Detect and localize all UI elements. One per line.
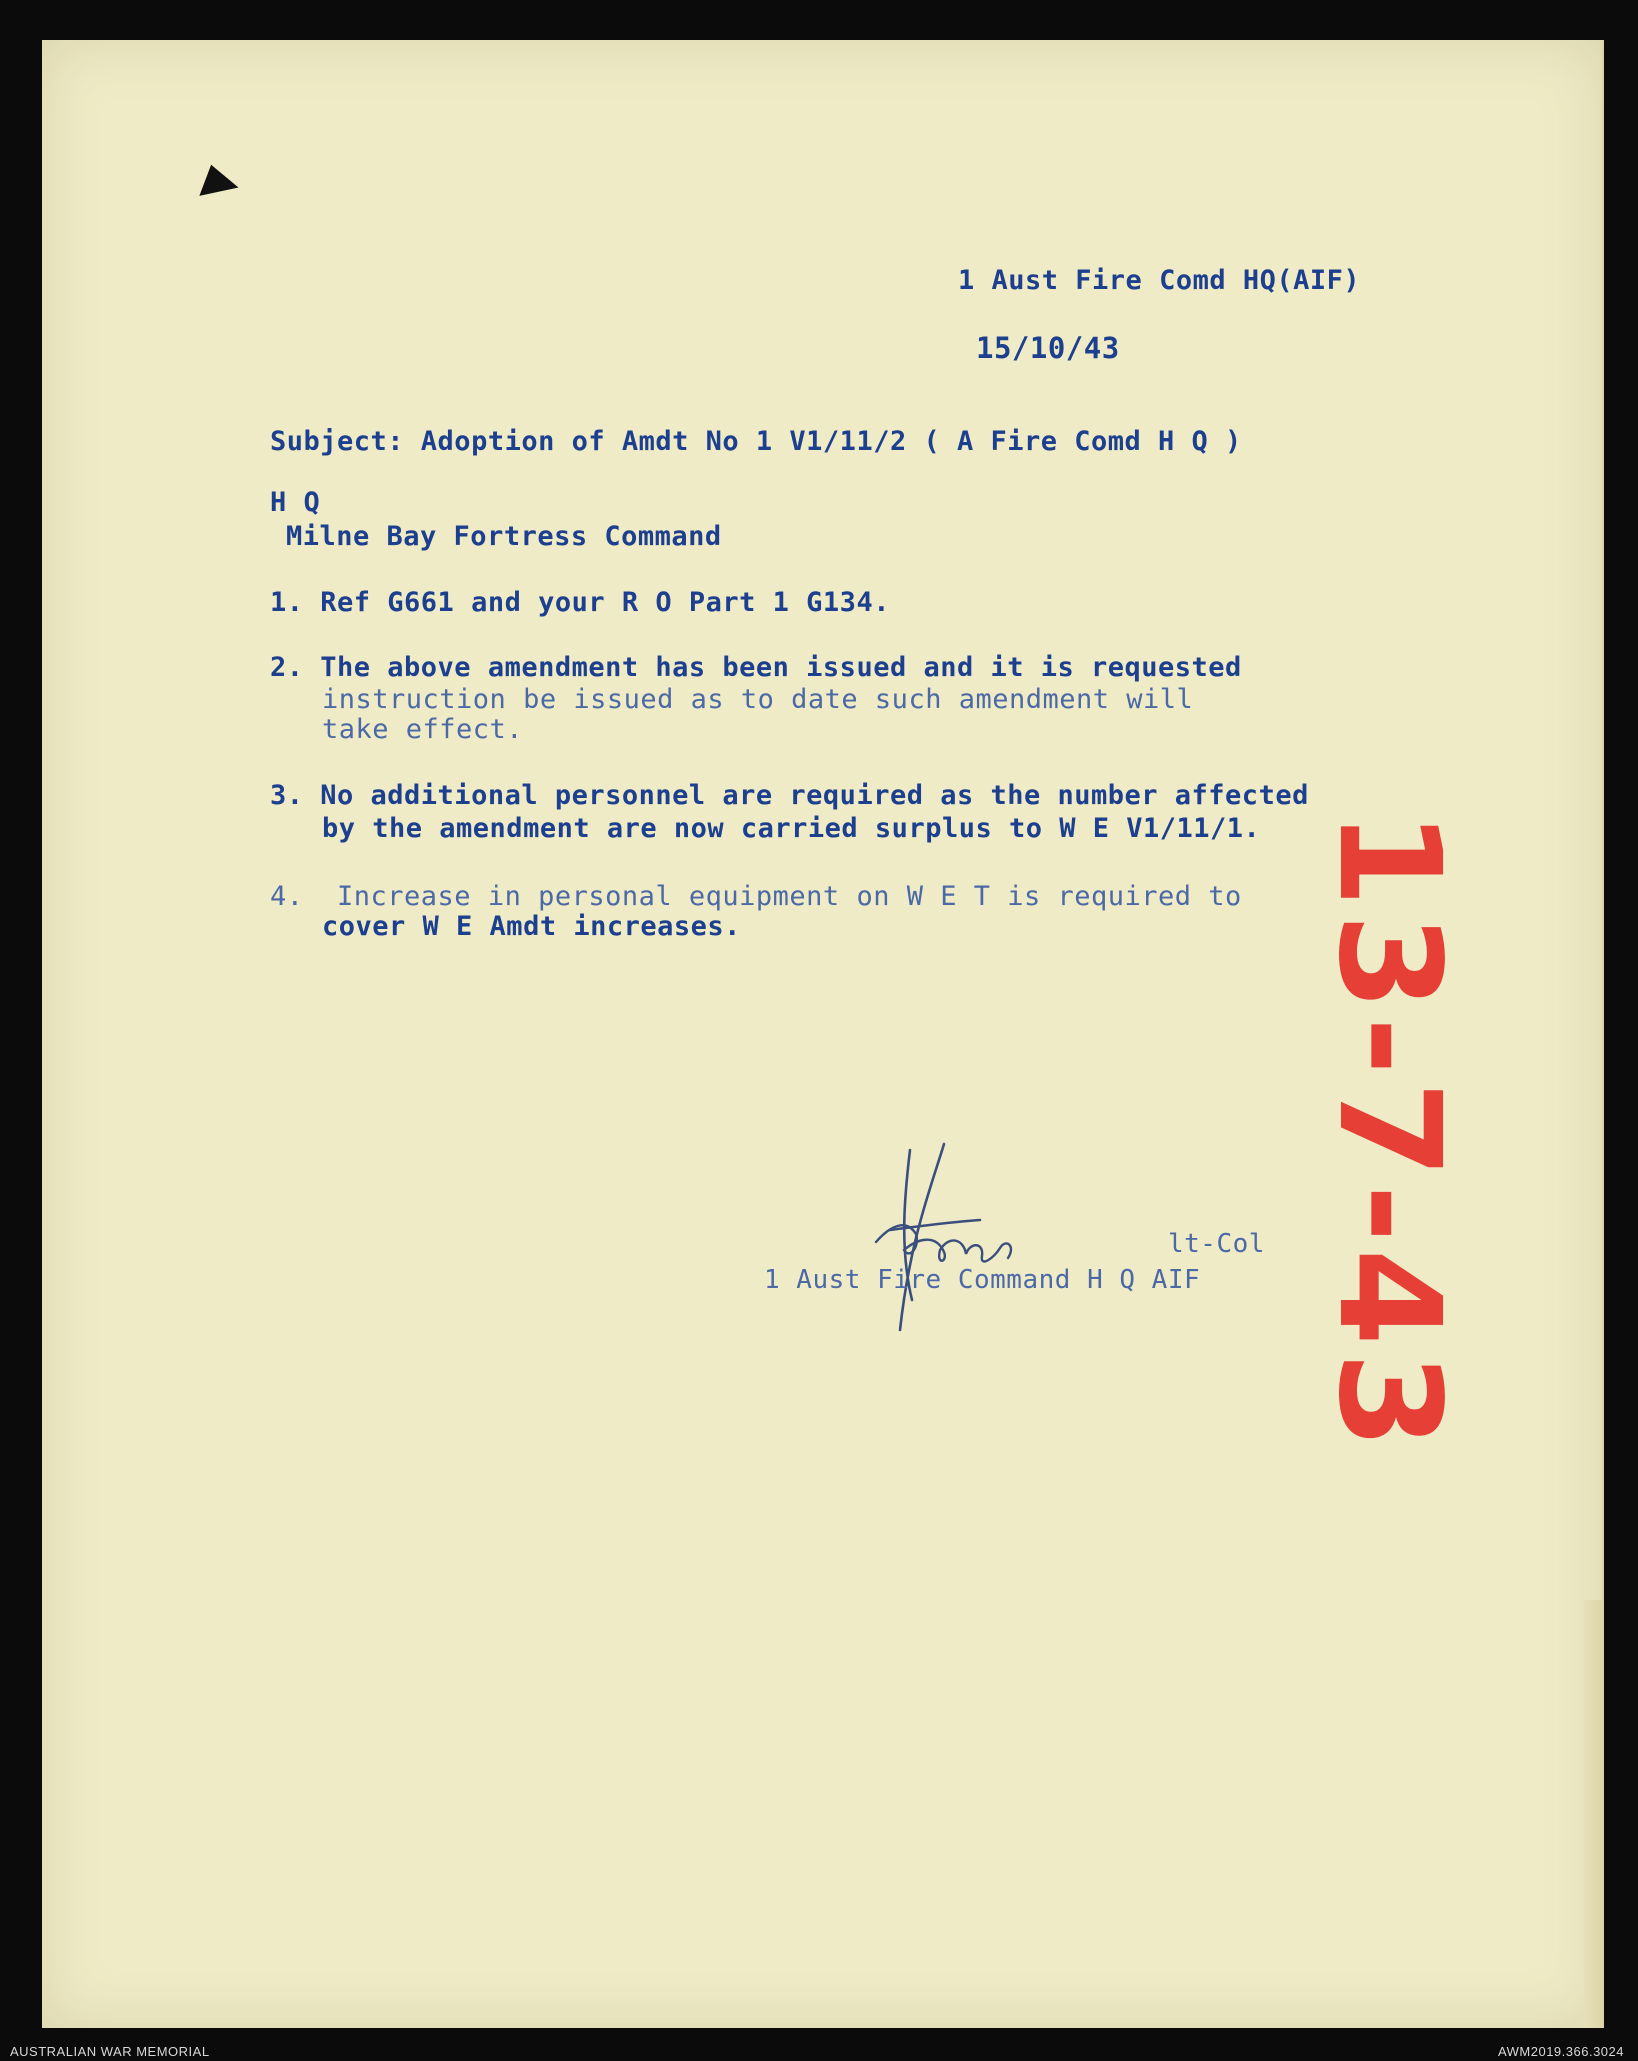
subject-line: Subject: Adoption of Amdt No 1 V1/11/2 ( A Fire Comd H Q ) <box>270 426 1242 457</box>
paragraph-4-line-2: cover W E Amdt increases. <box>322 911 741 942</box>
paragraph-2-line-2: instruction be issued as to date such amendment will <box>322 684 1194 715</box>
paragraph-3-line-1: 3. No additional personnel are required as the number affected <box>270 780 1309 811</box>
red-handwritten-date: 13-7-43 <box>1307 810 1470 1456</box>
addressee-line-2: Milne Bay Fortress Command <box>286 521 722 552</box>
handwritten-signature <box>840 1130 1060 1350</box>
paragraph-2-line-3: take effect. <box>322 714 524 745</box>
footer-bar <box>0 2040 1638 2061</box>
addressee-line-1: H Q <box>270 487 321 518</box>
signature-rank: lt-Col <box>1168 1229 1265 1259</box>
paper-fold-edge <box>1584 1600 1602 2028</box>
paragraph-4-line-1: 4. Increase in personal equipment on W E T is required to <box>270 881 1242 912</box>
paragraph-2-line-1: 2. The above amendment has been issued and it is requested <box>270 652 1242 683</box>
header-unit: 1 Aust Fire Comd HQ(AIF) <box>958 265 1361 296</box>
paragraph-3-line-2: by the amendment are now carried surplus to W E V1/11/1. <box>322 813 1261 844</box>
paragraph-1-line-1: 1. Ref G661 and your R O Part 1 G134. <box>270 587 890 618</box>
footer-accession-number: AWM2019.366.3024 <box>1497 2044 1624 2059</box>
footer-credit: AUSTRALIAN WAR MEMORIAL <box>10 2044 210 2059</box>
header-date: 15/10/43 <box>976 331 1120 365</box>
signature-unit: 1 Aust Fire Command H Q AIF <box>764 1265 1201 1295</box>
